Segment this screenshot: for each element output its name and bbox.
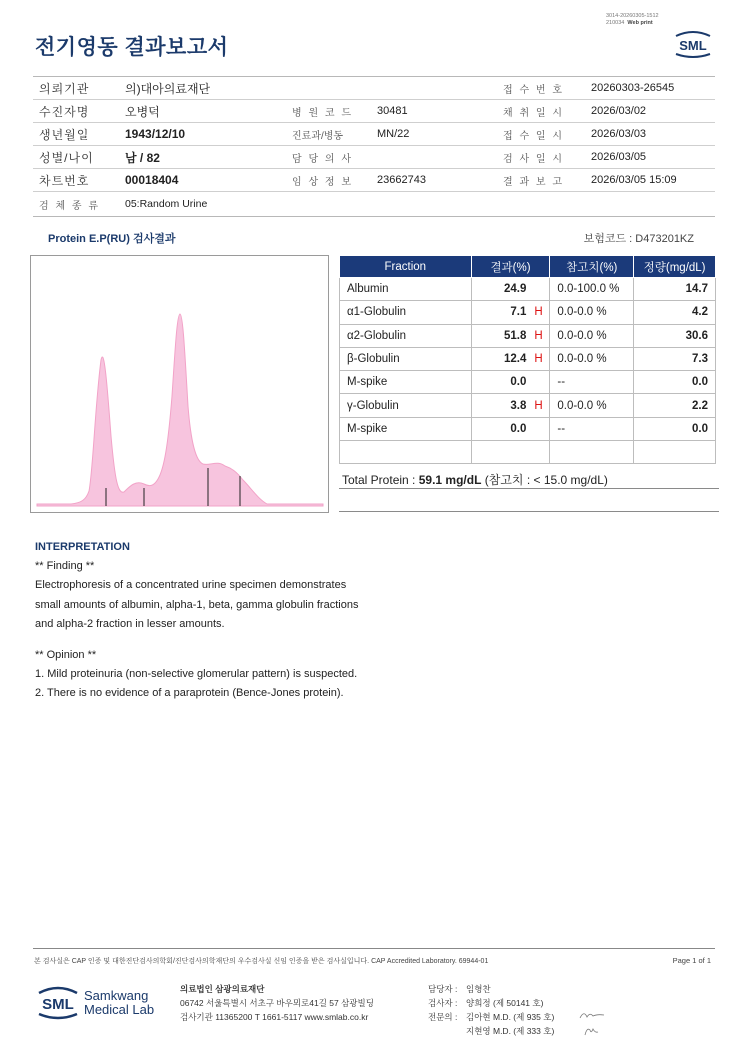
staff-list (428, 982, 554, 1038)
result-value: 12.4 (504, 353, 527, 366)
accreditation-note: 본 검사실은 CAP 인증 및 대한진단검사의학회/진단검사의학재단의 우수검사실 신임 인증을 받은 검사실입니다. CAP Accredited Laboratory. 69944-01 (34, 958, 489, 965)
high-flag: H (534, 329, 543, 342)
table-row (340, 371, 716, 394)
patient-info-table (33, 76, 715, 217)
org-contact: 검사기관 11365200 T 1661-5117 www.smlab.co.kr (180, 1012, 369, 1022)
fraction-name: β-Globulin (340, 347, 472, 370)
info-row (33, 169, 715, 192)
sml-logo-icon (672, 30, 714, 60)
report-title: 전기영동 결과보고서 (35, 36, 229, 59)
info-value: 30481 (377, 105, 408, 117)
info-label: 병 원 코 드 (292, 107, 353, 119)
signature-icon (578, 1008, 606, 1022)
header-reference: 참고치(%) (550, 256, 634, 278)
info-label: 생년월일 (39, 127, 90, 142)
info-label: 수진자명 (39, 104, 90, 119)
org-address: 06742 서울특별시 서초구 바우뫼로41길 57 삼광빌딩 (180, 998, 374, 1008)
opinion-label: ** Opinion ** (35, 649, 97, 662)
reference-range: -- (550, 417, 634, 440)
signature-icon (582, 1024, 600, 1038)
interpretation-heading: INTERPRETATION (35, 541, 130, 553)
info-value: MN/22 (377, 128, 410, 140)
lab-name-line2: Medical Lab (84, 1002, 155, 1017)
staff-role: 검사자 : (428, 998, 458, 1008)
total-protein (339, 467, 719, 489)
doc-code-line1: 3014-20260305-1512 (606, 13, 659, 19)
info-label: 채 취 일 시 (503, 107, 564, 119)
staff-role: 담당자 : (428, 984, 458, 994)
amount-value: 0.0 (634, 417, 716, 440)
info-value: 2026/03/05 15:09 (591, 174, 677, 186)
info-value: 의)대아의료재단 (125, 81, 211, 96)
table-row (340, 324, 716, 347)
fraction-name: α1-Globulin (340, 301, 472, 324)
amount-value: 0.0 (634, 371, 716, 394)
lab-name (84, 989, 154, 1017)
table-row-empty (340, 441, 716, 464)
staff-name: 김아현 M.D. (제 935 호) (466, 1012, 555, 1022)
table-row (340, 394, 716, 417)
result-value: 3.8 (510, 399, 527, 412)
result-cell (471, 324, 550, 347)
info-value: 1943/12/10 (125, 127, 186, 141)
result-value: 7.1 (510, 306, 527, 319)
amount-value: 2.2 (634, 394, 716, 417)
divider (339, 511, 719, 512)
high-flag: H (534, 306, 543, 319)
section-title: Protein E.P(RU) 검사결과 (48, 233, 176, 245)
page-number: Page 1 of 1 (672, 956, 711, 965)
total-protein-label: Total Protein : (342, 473, 419, 487)
info-label: 의뢰기관 (39, 81, 90, 96)
finding-line: small amounts of albumin, alpha-1, beta, gamma globulin fractions (35, 598, 359, 611)
amount-value: 4.2 (634, 301, 716, 324)
reference-range: 0.0-0.0 % (550, 324, 634, 347)
doc-code (606, 13, 659, 27)
result-cell (471, 394, 550, 417)
result-value: 24.9 (504, 283, 527, 296)
result-cell (471, 417, 550, 440)
staff-name: 양희정 (제 50141 호) (466, 998, 544, 1008)
fraction-name: α2-Globulin (340, 324, 472, 347)
table-row (340, 347, 716, 370)
reference-range: 0.0-0.0 % (550, 347, 634, 370)
result-value: 0.0 (510, 422, 527, 435)
interpretation-section (35, 538, 358, 704)
info-label: 차트번호 (39, 173, 90, 188)
info-value: 오병덕 (125, 104, 160, 119)
info-row-specimen (33, 192, 715, 217)
result-cell (471, 278, 550, 301)
amount-value: 30.6 (634, 324, 716, 347)
info-value: 2026/03/02 (591, 105, 647, 117)
opinion-line: 2. There is no evidence of a paraprotein (Bence-Jones protein). (35, 687, 344, 700)
info-value: 23662743 (377, 174, 426, 186)
results-header-row (340, 256, 716, 278)
info-value: 2026/03/03 (591, 128, 647, 140)
table-row (340, 301, 716, 324)
total-protein-value: 59.1 mg/dL (418, 473, 482, 487)
sml-footer-logo-icon (36, 985, 80, 1021)
web-print-label: Web print (627, 20, 653, 26)
specimen-value: 05:Random Urine (125, 198, 208, 210)
staff-name: 지현영 M.D. (제 333 호) (466, 1026, 555, 1036)
table-row (340, 278, 716, 301)
finding-line: Electrophoresis of a concentrated urine specimen demonstrates (35, 579, 347, 592)
header-amount: 정량(mg/dL) (634, 256, 716, 278)
sml-logo-text: SML (679, 38, 707, 53)
staff-role (428, 1024, 466, 1038)
table-row (340, 417, 716, 440)
info-label: 임 상 정 보 (292, 176, 353, 188)
reference-range: 0.0-0.0 % (550, 301, 634, 324)
finding-label: ** Finding ** (35, 560, 95, 573)
finding-line: and alpha-2 fraction in lesser amounts. (35, 617, 225, 630)
staff-name: 임형찬 (466, 984, 491, 994)
header-result: 결과(%) (471, 256, 550, 278)
staff-role: 전문의 : (428, 1012, 458, 1022)
info-value: 남 / 82 (125, 150, 160, 165)
result-value: 0.0 (510, 376, 527, 389)
lab-name-line1: Samkwang (84, 988, 149, 1003)
info-label: 결 과 보 고 (503, 176, 564, 188)
specimen-label: 검 체 종 류 (39, 200, 100, 212)
electrophoresis-curve-svg (31, 256, 328, 512)
info-label: 진료과/병동 (292, 130, 344, 142)
doc-code-line2: 210034 (606, 20, 625, 26)
results-table (339, 255, 716, 464)
result-cell (471, 301, 550, 324)
fraction-name: M-spike (340, 417, 472, 440)
info-row (33, 100, 715, 123)
electrophoresis-curve (37, 314, 323, 506)
info-row (33, 146, 715, 169)
sml-footer-logo-text: SML (42, 996, 74, 1013)
info-value: 00018404 (125, 173, 179, 187)
info-label: 검 사 일 시 (503, 153, 564, 165)
reference-range: 0.0-100.0 % (550, 278, 634, 301)
org-name: 의료법인 삼광의료재단 (180, 984, 265, 994)
info-row (33, 123, 715, 146)
result-cell (471, 371, 550, 394)
footer-divider (33, 948, 715, 949)
result-value: 51.8 (504, 329, 527, 342)
amount-value: 14.7 (634, 278, 716, 301)
reference-range: -- (550, 371, 634, 394)
header-fraction: Fraction (340, 256, 472, 278)
info-label: 접 수 일 시 (503, 130, 564, 142)
fraction-name: Albumin (340, 278, 472, 301)
opinion-line: 1. Mild proteinuria (non-selective glomerular pattern) is suspected. (35, 668, 358, 681)
info-row (33, 77, 715, 100)
info-label: 성별/나이 (39, 150, 94, 165)
fraction-name: γ-Globulin (340, 394, 472, 417)
reference-range: 0.0-0.0 % (550, 394, 634, 417)
insurance-code: 보험코드 : D473201KZ (583, 233, 694, 245)
high-flag: H (534, 399, 543, 412)
amount-value: 7.3 (634, 347, 716, 370)
total-protein-ref: (참고치 : < 15.0 mg/dL) (481, 473, 608, 487)
info-label: 접 수 번 호 (503, 84, 564, 96)
info-value: 2026/03/05 (591, 151, 647, 163)
info-value: 20260303-26545 (591, 82, 675, 94)
organization-info (180, 982, 374, 1024)
high-flag: H (534, 353, 543, 366)
fraction-name: M-spike (340, 371, 472, 394)
info-label: 담 당 의 사 (292, 153, 353, 165)
electrophoresis-graph (30, 255, 329, 513)
result-cell (471, 347, 550, 370)
